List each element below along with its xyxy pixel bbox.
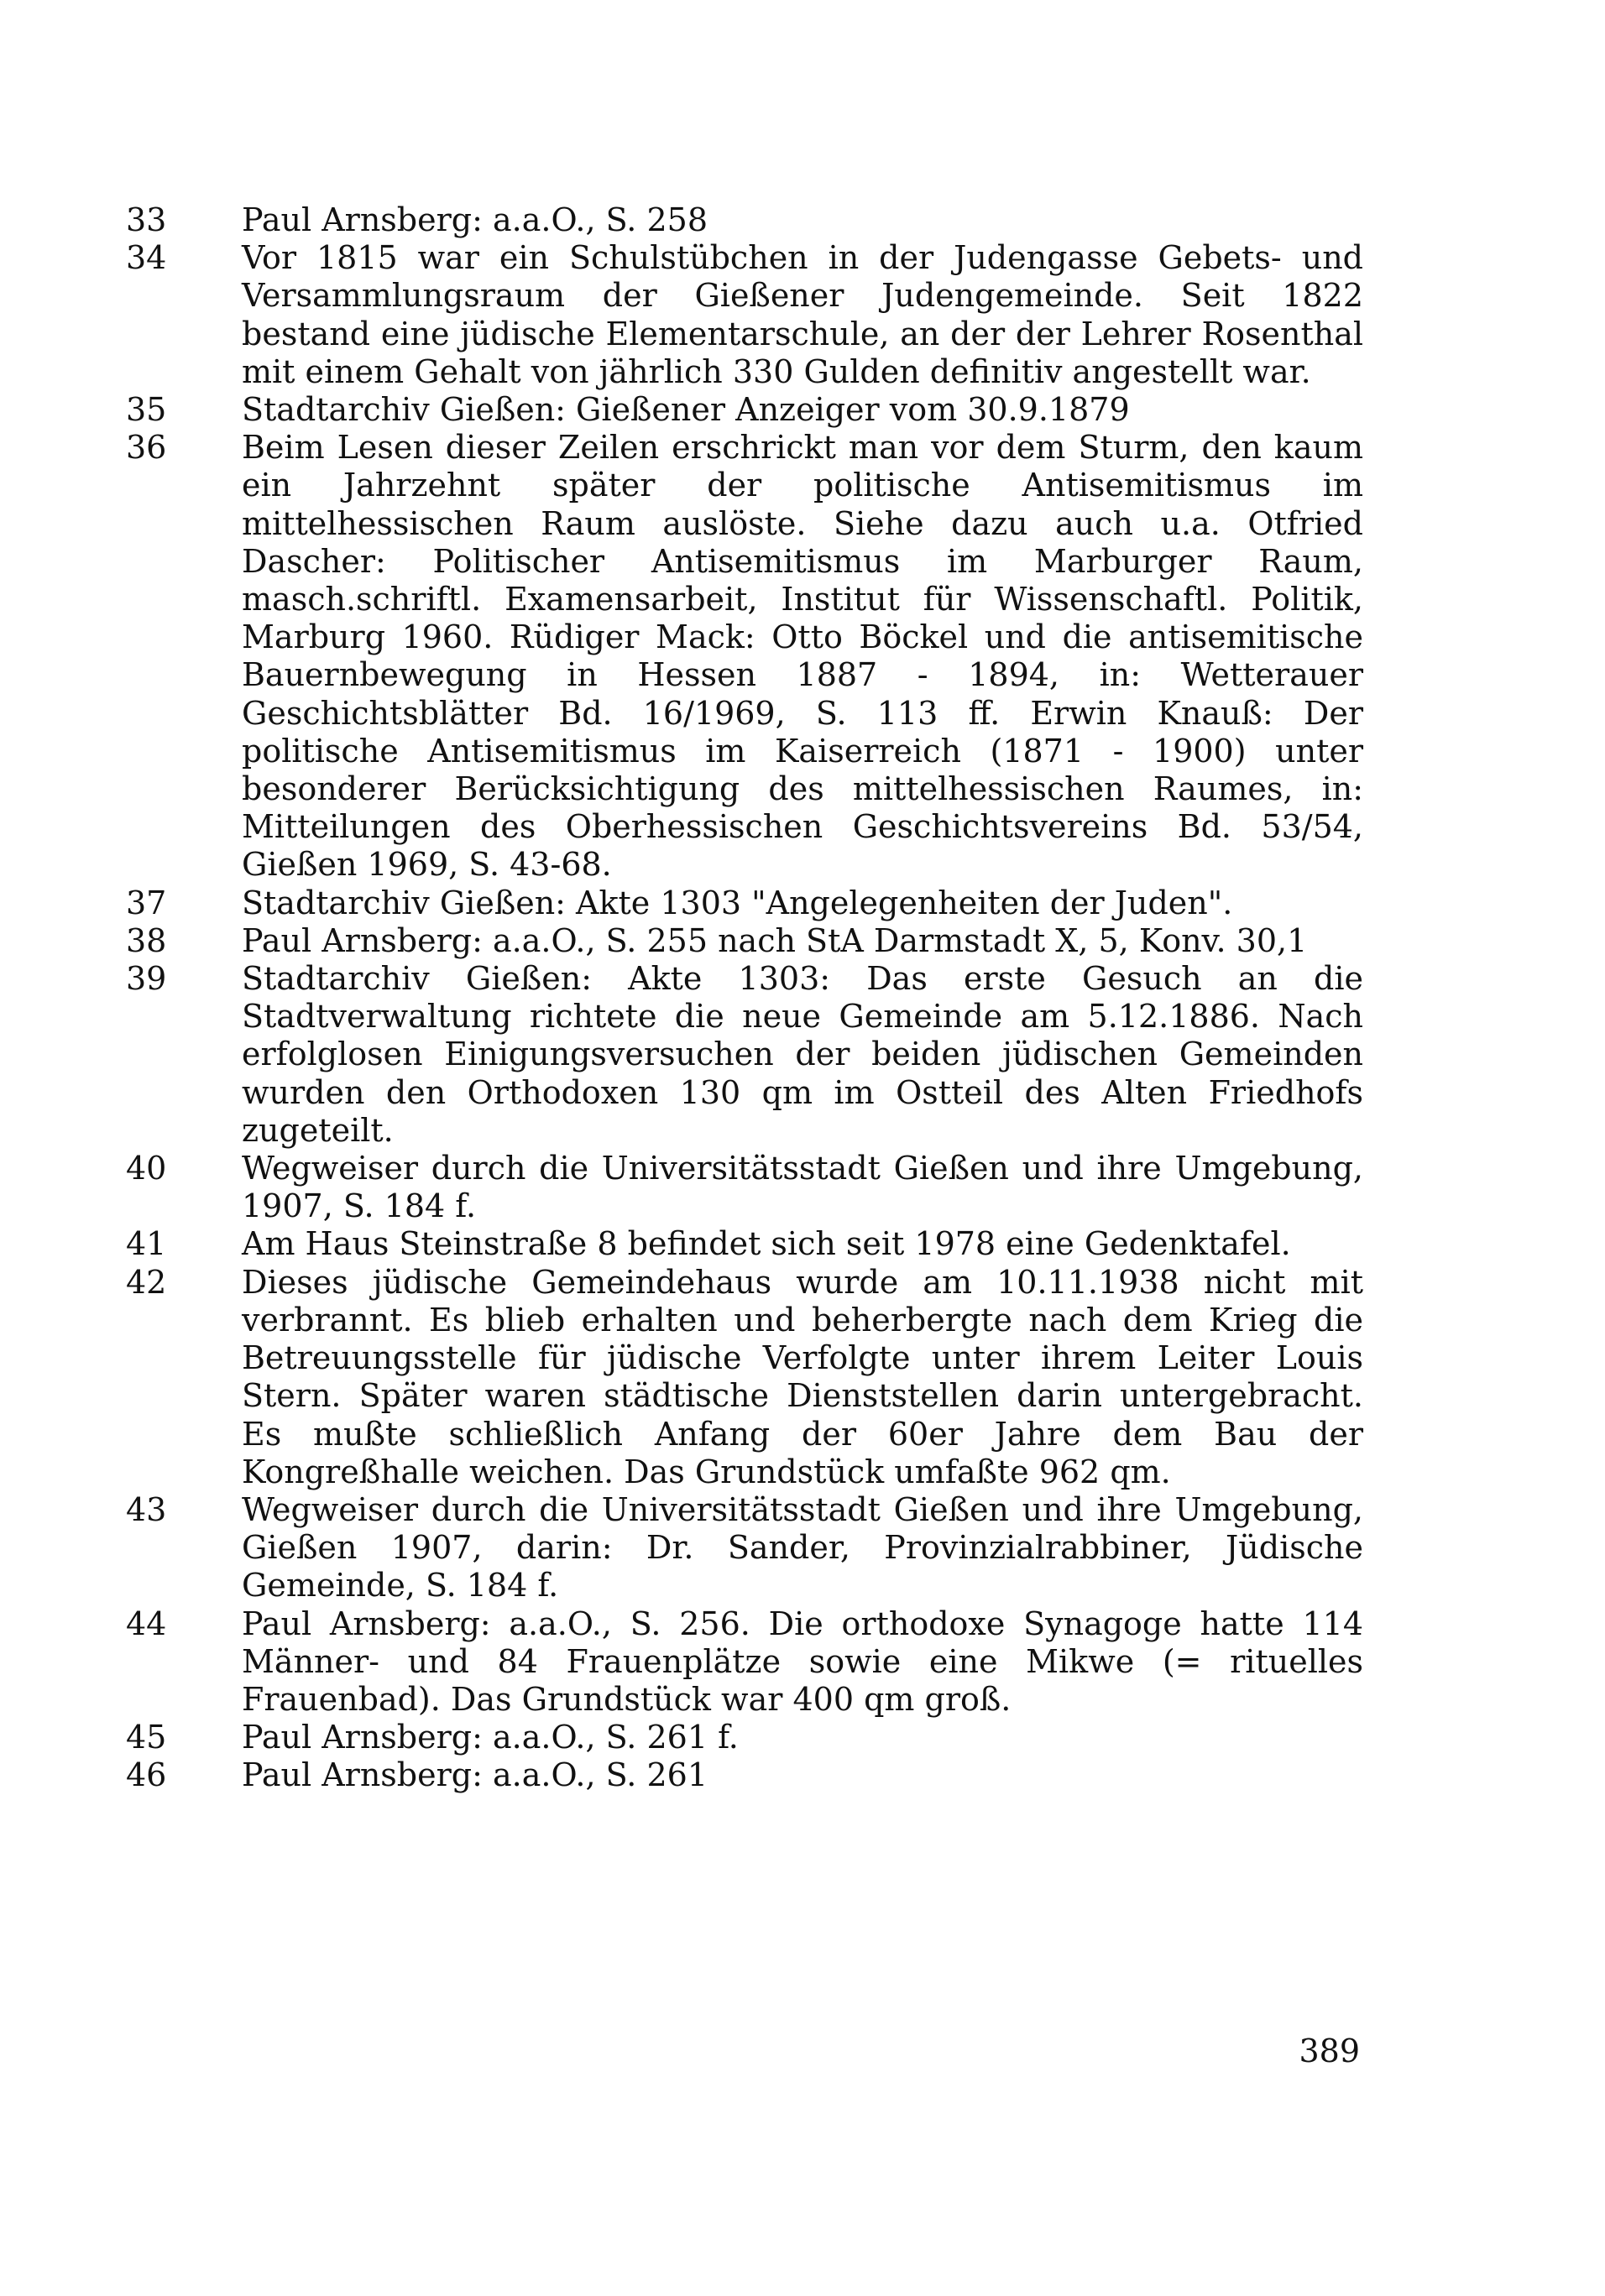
footnote-number: 44 xyxy=(126,1605,167,1642)
footnote-33 xyxy=(126,201,1368,239)
footnote-text: Stadtarchiv Gießen: Akte 1303 "Angelegenheiten der Juden". xyxy=(242,884,1233,921)
footnote-text: Paul Arnsberg: a.a.O., S. 256. Die orthodoxe Synagoge hatte 114 Männer- und 84 Frauenplätze sowie eine Mikwe (= rituelles Frauenbad). Das Grundstück war 400 qm groß. xyxy=(242,1605,1363,1718)
footnote-text: Paul Arnsberg: a.a.O., S. 261 f. xyxy=(242,1719,739,1756)
footnote-number: 36 xyxy=(126,429,167,467)
footnote-number: 41 xyxy=(126,1225,167,1263)
footnote-text: Paul Arnsberg: a.a.O., S. 261 xyxy=(242,1756,708,1794)
footnote-text: Stadtarchiv Gießen: Akte 1303: Das erste Gesuch an die Stadtverwaltung richtete die neue Gemeinde am 5.12.1886. Nach erfolglosen Einigungsversuchen der beiden jüdischen Gemeinden wurden den Orthodoxen 130 qm im Ostteil des Alten Friedhofs zugeteilt. xyxy=(242,960,1363,1149)
footnote-number: 37 xyxy=(126,884,167,921)
footnote-40 xyxy=(126,1150,1368,1225)
footnote-38 xyxy=(126,922,1368,960)
footnote-text: Dieses jüdische Gemeindehaus wurde am 10.11.1938 nicht mit verbrannt. Es blieb erhalten und beherbergte nach dem Krieg die Betreuungsstelle für jüdische Verfolgte unter ihrem Leiter Louis Stern. Später waren städtische Dienststellen darin untergebracht. Es mußte schließlich Anfang der 60er Jahre dem Bau der Kongreßhalle weichen. Das Grundstück umfaßte 962 qm. xyxy=(242,1263,1363,1490)
footnote-text: Beim Lesen dieser Zeilen erschrickt man vor dem Sturm, den kaum ein Jahrzehnt später der politische Antisemitismus im mittelhessischen Raum auslöste. Siehe dazu auch u.a. Otfried Dascher: Politischer Antisemitismus im Marburger Raum, masch.schriftl. Examensarbeit, Institut für Wissenschaftl. Politik, Marburg 1960. Rüdiger Mack: Otto Böckel und die antisemitische Bauernbewegung in Hessen 1887 - 1894, in: Wetterauer Geschichtsblätter Bd. 16/1969, S. 113 ff. Erwin Knauß: Der politische Antisemitismus im Kaiserreich (1871 - 1900) unter besonderer Berücksichtigung des mittelhessischen Raumes, in: Mitteilungen des Oberhessischen Geschichtsvereins Bd. 53/54, Gießen 1969, S. 43-68. xyxy=(242,429,1363,884)
footnote-number: 46 xyxy=(126,1756,167,1794)
footnote-text: Paul Arnsberg: a.a.O., S. 258 xyxy=(242,201,708,238)
footnote-text: Vor 1815 war ein Schulstübchen in der Judengasse Gebets- und Versammlungsraum der Gießener Judengemeinde. Seit 1822 bestand eine jüdische Elementarschule, an der der Lehrer Rosenthal mit einem Gehalt von jährlich 330 Gulden definitiv angestellt war. xyxy=(242,239,1363,390)
footnote-number: 38 xyxy=(126,921,167,959)
footnote-44 xyxy=(126,1605,1368,1719)
footnote-41 xyxy=(126,1225,1368,1263)
footnote-number: 42 xyxy=(126,1263,167,1301)
footnote-text: Stadtarchiv Gießen: Gießener Anzeiger vom 30.9.1879 xyxy=(242,391,1130,429)
footnote-number: 40 xyxy=(126,1150,167,1187)
footnote-number: 43 xyxy=(126,1490,167,1528)
footnote-number: 39 xyxy=(126,960,167,998)
footnote-37 xyxy=(126,884,1368,922)
footnotes-list xyxy=(126,201,1368,1795)
footnote-39 xyxy=(126,960,1368,1150)
footnote-number: 35 xyxy=(126,391,167,429)
footnote-text: Paul Arnsberg: a.a.O., S. 255 nach StA Darmstadt X, 5, Konv. 30,1 xyxy=(242,921,1308,959)
footnote-text: Wegweiser durch die Universitätsstadt Gießen und ihre Umgebung, 1907, S. 184 f. xyxy=(242,1150,1363,1225)
footnote-45 xyxy=(126,1719,1368,1756)
footnote-text: Wegweiser durch die Universitätsstadt Gießen und ihre Umgebung, Gießen 1907, darin: Dr. Sander, Provinzialrabbiner, Jüdische Gemeinde, S. 184 f. xyxy=(242,1490,1363,1605)
footnote-36 xyxy=(126,429,1368,884)
footnote-42 xyxy=(126,1264,1368,1491)
footnote-35 xyxy=(126,391,1368,429)
footnote-34 xyxy=(126,239,1368,391)
footnote-number: 34 xyxy=(126,239,167,277)
footnote-46 xyxy=(126,1756,1368,1794)
footnote-number: 33 xyxy=(126,201,167,238)
page-number: 389 xyxy=(1299,2032,1360,2069)
footnote-text: Am Haus Steinstraße 8 befindet sich seit 1978 eine Gedenktafel. xyxy=(242,1225,1291,1263)
footnote-43 xyxy=(126,1491,1368,1605)
footnote-number: 45 xyxy=(126,1719,167,1756)
